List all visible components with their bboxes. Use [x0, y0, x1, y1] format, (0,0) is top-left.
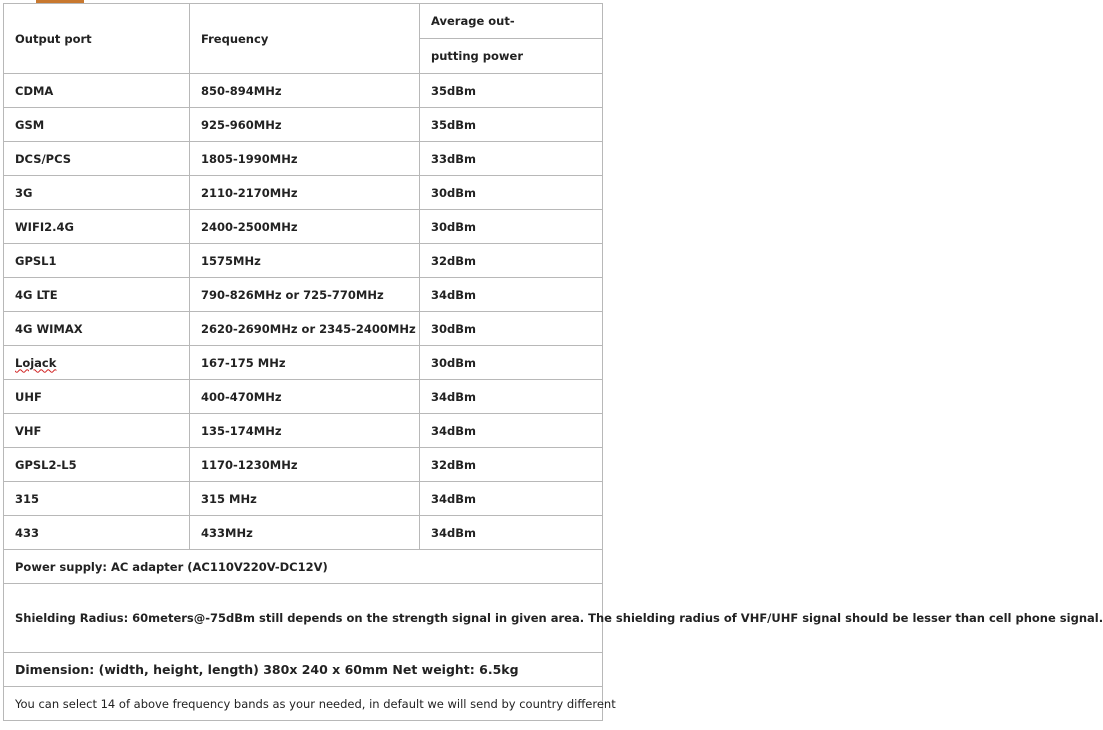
table-row — [4, 210, 603, 244]
table-row — [4, 108, 603, 142]
header-frequency: Frequency — [190, 4, 420, 74]
port-cell: DCS/PCS — [4, 142, 190, 176]
power-cell: 30dBm — [420, 346, 603, 380]
power-cell: 34dBm — [420, 278, 603, 312]
port-cell: 3G — [4, 176, 190, 210]
table-row — [4, 74, 603, 108]
table-row — [4, 176, 603, 210]
power-cell: 32dBm — [420, 244, 603, 278]
dimension-text: Dimension: (width, height, length) 380x 240 x 60mm Net weight: 6.5kg — [4, 653, 603, 687]
port-cell: 4G WIMAX — [4, 312, 190, 346]
port-cell: 433 — [4, 516, 190, 550]
port-cell: VHF — [4, 414, 190, 448]
table-header-row — [4, 4, 603, 39]
frequency-cell: 2620-2690MHz or 2345-2400MHz — [190, 312, 420, 346]
table-row — [4, 380, 603, 414]
table-row — [4, 312, 603, 346]
port-cell: Lojack — [4, 346, 190, 380]
power-supply-row — [4, 550, 603, 584]
power-cell: 30dBm — [420, 176, 603, 210]
power-cell: 34dBm — [420, 380, 603, 414]
frequency-cell: 433MHz — [190, 516, 420, 550]
power-cell: 33dBm — [420, 142, 603, 176]
frequency-cell: 925-960MHz — [190, 108, 420, 142]
port-cell: GSM — [4, 108, 190, 142]
shielding-row — [4, 584, 603, 653]
port-cell: 4G LTE — [4, 278, 190, 312]
table-row — [4, 244, 603, 278]
table-row — [4, 346, 603, 380]
frequency-cell: 400-470MHz — [190, 380, 420, 414]
power-cell: 35dBm — [420, 108, 603, 142]
power-cell: 30dBm — [420, 210, 603, 244]
port-cell: GPSL1 — [4, 244, 190, 278]
port-cell: 315 — [4, 482, 190, 516]
table-row — [4, 414, 603, 448]
shielding-text: Shielding Radius: 60meters@-75dBm still depends on the strength signal in given area. The shielding radius of VHF/UHF signal should be lesser than cell phone signal. — [4, 584, 603, 653]
table-row — [4, 482, 603, 516]
spec-table — [3, 3, 1103, 721]
frequency-cell: 2110-2170MHz — [190, 176, 420, 210]
port-cell: GPSL2-L5 — [4, 448, 190, 482]
power-cell: 32dBm — [420, 448, 603, 482]
header-average-bottom: putting power — [420, 39, 603, 74]
frequency-cell: 2400-2500MHz — [190, 210, 420, 244]
port-cell: WIFI2.4G — [4, 210, 190, 244]
frequency-cell: 1170-1230MHz — [190, 448, 420, 482]
frequency-cell: 167-175 MHz — [190, 346, 420, 380]
power-supply-text: Power supply: AC adapter (AC110V220V-DC12V) — [4, 550, 603, 584]
power-cell: 34dBm — [420, 482, 603, 516]
frequency-cell: 1575MHz — [190, 244, 420, 278]
port-cell: UHF — [4, 380, 190, 414]
table-row — [4, 142, 603, 176]
power-cell: 34dBm — [420, 414, 603, 448]
frequency-cell: 315 MHz — [190, 482, 420, 516]
table-row — [4, 448, 603, 482]
power-cell: 30dBm — [420, 312, 603, 346]
frequency-cell: 790-826MHz or 725-770MHz — [190, 278, 420, 312]
header-output-port: Output port — [4, 4, 190, 74]
selection-note-row — [4, 687, 603, 721]
port-cell: CDMA — [4, 74, 190, 108]
dimension-row — [4, 653, 603, 687]
frequency-cell: 135-174MHz — [190, 414, 420, 448]
frequency-cell: 1805-1990MHz — [190, 142, 420, 176]
table-row — [4, 516, 603, 550]
frequency-cell: 850-894MHz — [190, 74, 420, 108]
power-cell: 34dBm — [420, 516, 603, 550]
header-average-top: Average out- — [420, 4, 603, 39]
selection-note-text: You can select 14 of above frequency bands as your needed, in default we will send by country different — [4, 687, 603, 721]
table-row — [4, 278, 603, 312]
power-cell: 35dBm — [420, 74, 603, 108]
